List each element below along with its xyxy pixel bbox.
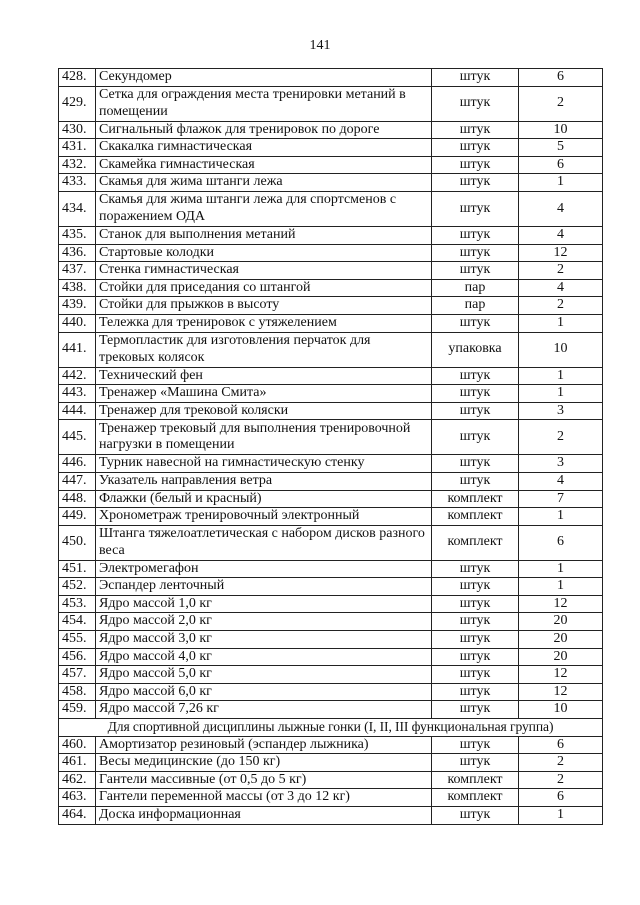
table-row	[59, 262, 603, 280]
row-number: 461.	[59, 754, 96, 772]
item-name: Ядро массой 1,0 кг	[96, 595, 432, 613]
item-name: Сигнальный флажок для тренировок по дороге	[96, 121, 432, 139]
item-quantity: 2	[519, 420, 603, 455]
item-unit: штук	[432, 754, 519, 772]
table-row	[59, 139, 603, 157]
table-row	[59, 191, 603, 226]
item-quantity: 7	[519, 490, 603, 508]
row-number: 441.	[59, 332, 96, 367]
row-number: 436.	[59, 244, 96, 262]
item-name: Штанга тяжелоатлетическая с набором дисков разного веса	[96, 525, 432, 560]
row-number: 462.	[59, 771, 96, 789]
item-quantity: 4	[519, 279, 603, 297]
section-heading-body	[59, 719, 603, 737]
item-name: Гантели массивные (от 0,5 до 5 кг)	[96, 771, 432, 789]
item-name: Стойки для приседания со штангой	[96, 279, 432, 297]
row-number: 440.	[59, 314, 96, 332]
table-row	[59, 86, 603, 121]
section-heading-row	[59, 719, 603, 737]
row-number: 432.	[59, 156, 96, 174]
item-quantity: 2	[519, 86, 603, 121]
table-row	[59, 701, 603, 719]
item-name: Ядро массой 2,0 кг	[96, 613, 432, 631]
item-quantity: 2	[519, 262, 603, 280]
item-name: Станок для выполнения метаний	[96, 226, 432, 244]
row-number: 452.	[59, 578, 96, 596]
item-name: Указатель направления ветра	[96, 472, 432, 490]
item-name: Ядро массой 7,26 кг	[96, 701, 432, 719]
item-quantity: 3	[519, 402, 603, 420]
item-unit: штук	[432, 455, 519, 473]
item-quantity: 10	[519, 121, 603, 139]
item-quantity: 12	[519, 666, 603, 684]
item-name: Турник навесной на гимнастическую стенку	[96, 455, 432, 473]
item-unit: комплект	[432, 508, 519, 526]
item-quantity: 10	[519, 332, 603, 367]
item-unit: штук	[432, 560, 519, 578]
row-number: 463.	[59, 789, 96, 807]
item-unit: штук	[432, 121, 519, 139]
row-number: 433.	[59, 174, 96, 192]
item-unit: пар	[432, 279, 519, 297]
item-unit: штук	[432, 385, 519, 403]
table-row	[59, 648, 603, 666]
item-quantity: 4	[519, 472, 603, 490]
item-quantity: 1	[519, 367, 603, 385]
item-unit: штук	[432, 666, 519, 684]
item-quantity: 5	[519, 139, 603, 157]
row-number: 438.	[59, 279, 96, 297]
item-name: Стартовые колодки	[96, 244, 432, 262]
item-unit: штук	[432, 578, 519, 596]
table-row	[59, 736, 603, 754]
item-unit: штук	[432, 314, 519, 332]
row-number: 429.	[59, 86, 96, 121]
item-name: Скакалка гимнастическая	[96, 139, 432, 157]
table-row	[59, 332, 603, 367]
item-quantity: 1	[519, 560, 603, 578]
row-number: 453.	[59, 595, 96, 613]
table-row	[59, 156, 603, 174]
item-unit: комплект	[432, 789, 519, 807]
row-number: 447.	[59, 472, 96, 490]
item-quantity: 12	[519, 595, 603, 613]
item-unit: штук	[432, 683, 519, 701]
item-quantity: 1	[519, 174, 603, 192]
table-row	[59, 174, 603, 192]
table-row	[59, 631, 603, 649]
row-number: 456.	[59, 648, 96, 666]
item-name: Флажки (белый и красный)	[96, 490, 432, 508]
table-row	[59, 578, 603, 596]
item-name: Секундомер	[96, 69, 432, 87]
item-unit: комплект	[432, 525, 519, 560]
item-unit: штук	[432, 595, 519, 613]
table-row	[59, 490, 603, 508]
item-quantity: 10	[519, 701, 603, 719]
table-row	[59, 297, 603, 315]
item-name: Тренажер «Машина Смита»	[96, 385, 432, 403]
row-number: 449.	[59, 508, 96, 526]
item-name: Тренажер для трековой коляски	[96, 402, 432, 420]
table-row	[59, 771, 603, 789]
item-unit: штук	[432, 156, 519, 174]
item-unit: штук	[432, 613, 519, 631]
table-row	[59, 314, 603, 332]
item-unit: штук	[432, 174, 519, 192]
item-quantity: 6	[519, 789, 603, 807]
item-unit: комплект	[432, 771, 519, 789]
item-quantity: 1	[519, 578, 603, 596]
row-number: 448.	[59, 490, 96, 508]
row-number: 454.	[59, 613, 96, 631]
table-row	[59, 420, 603, 455]
item-quantity: 6	[519, 736, 603, 754]
item-name: Скамья для жима штанги лежа	[96, 174, 432, 192]
item-quantity: 12	[519, 244, 603, 262]
item-quantity: 4	[519, 191, 603, 226]
table-row	[59, 367, 603, 385]
item-name: Эспандер ленточный	[96, 578, 432, 596]
item-unit: штук	[432, 191, 519, 226]
table-row	[59, 279, 603, 297]
item-quantity: 6	[519, 69, 603, 87]
item-name: Ядро массой 5,0 кг	[96, 666, 432, 684]
table-row	[59, 226, 603, 244]
item-name: Ядро массой 3,0 кг	[96, 631, 432, 649]
item-quantity: 1	[519, 807, 603, 825]
row-number: 435.	[59, 226, 96, 244]
item-name: Гантели переменной массы (от 3 до 12 кг)	[96, 789, 432, 807]
row-number: 455.	[59, 631, 96, 649]
item-unit: штук	[432, 648, 519, 666]
table-row	[59, 455, 603, 473]
item-name: Скамейка гимнастическая	[96, 156, 432, 174]
table-row	[59, 385, 603, 403]
item-quantity: 6	[519, 525, 603, 560]
row-number: 464.	[59, 807, 96, 825]
item-name: Весы медицинские (до 150 кг)	[96, 754, 432, 772]
item-quantity: 3	[519, 455, 603, 473]
item-unit: комплект	[432, 490, 519, 508]
item-name: Стенка гимнастическая	[96, 262, 432, 280]
item-unit: штук	[432, 69, 519, 87]
row-number: 451.	[59, 560, 96, 578]
item-quantity: 20	[519, 648, 603, 666]
table-row	[59, 525, 603, 560]
item-unit: штук	[432, 244, 519, 262]
table-row	[59, 754, 603, 772]
section-heading: Для спортивной дисциплины лыжные гонки (I, II, III функциональная группа)	[59, 719, 603, 737]
item-unit: штук	[432, 472, 519, 490]
table-row	[59, 121, 603, 139]
item-quantity: 20	[519, 631, 603, 649]
item-name: Хронометраж тренировочный электронный	[96, 508, 432, 526]
row-number: 459.	[59, 701, 96, 719]
item-name: Термопластик для изготовления перчаток для трековых колясок	[96, 332, 432, 367]
item-quantity: 1	[519, 508, 603, 526]
item-quantity: 6	[519, 156, 603, 174]
item-quantity: 12	[519, 683, 603, 701]
item-unit: штук	[432, 367, 519, 385]
table-row	[59, 508, 603, 526]
item-name: Тележка для тренировок с утяжелением	[96, 314, 432, 332]
item-quantity: 2	[519, 771, 603, 789]
equipment-table-body-2	[59, 736, 603, 824]
table-row	[59, 789, 603, 807]
item-name: Сетка для ограждения места тренировки метаний в помещении	[96, 86, 432, 121]
row-number: 430.	[59, 121, 96, 139]
row-number: 444.	[59, 402, 96, 420]
row-number: 431.	[59, 139, 96, 157]
row-number: 442.	[59, 367, 96, 385]
row-number: 439.	[59, 297, 96, 315]
row-number: 437.	[59, 262, 96, 280]
item-unit: штук	[432, 807, 519, 825]
table-row	[59, 613, 603, 631]
row-number: 460.	[59, 736, 96, 754]
item-quantity: 1	[519, 314, 603, 332]
table-row	[59, 402, 603, 420]
table-row	[59, 595, 603, 613]
item-unit: пар	[432, 297, 519, 315]
page-number: 141	[309, 38, 331, 53]
row-number: 428.	[59, 69, 96, 87]
item-unit: штук	[432, 262, 519, 280]
item-name: Технический фен	[96, 367, 432, 385]
table-row	[59, 666, 603, 684]
item-quantity: 2	[519, 297, 603, 315]
item-unit: штук	[432, 86, 519, 121]
item-unit: штук	[432, 226, 519, 244]
row-number: 457.	[59, 666, 96, 684]
item-name: Ядро массой 4,0 кг	[96, 648, 432, 666]
row-number: 458.	[59, 683, 96, 701]
item-quantity: 2	[519, 754, 603, 772]
row-number: 446.	[59, 455, 96, 473]
item-name: Электромегафон	[96, 560, 432, 578]
row-number: 443.	[59, 385, 96, 403]
item-name: Стойки для прыжков в высоту	[96, 297, 432, 315]
item-name: Скамья для жима штанги лежа для спортсменов с поражением ОДА	[96, 191, 432, 226]
item-quantity: 4	[519, 226, 603, 244]
table-row	[59, 807, 603, 825]
item-unit: штук	[432, 139, 519, 157]
item-unit: штук	[432, 701, 519, 719]
equipment-table-body	[59, 69, 603, 719]
item-name: Тренажер трековый для выполнения тренировочной нагрузки в помещении	[96, 420, 432, 455]
item-name: Ядро массой 6,0 кг	[96, 683, 432, 701]
table-row	[59, 560, 603, 578]
table-row	[59, 683, 603, 701]
item-name: Амортизатор резиновый (эспандер лыжника)	[96, 736, 432, 754]
item-quantity: 20	[519, 613, 603, 631]
item-unit: штук	[432, 631, 519, 649]
table-row	[59, 69, 603, 87]
item-name: Доска информационная	[96, 807, 432, 825]
equipment-table	[58, 68, 603, 825]
row-number: 445.	[59, 420, 96, 455]
item-unit: штук	[432, 402, 519, 420]
table-row	[59, 244, 603, 262]
item-unit: штук	[432, 736, 519, 754]
item-unit: упаковка	[432, 332, 519, 367]
row-number: 434.	[59, 191, 96, 226]
item-quantity: 1	[519, 385, 603, 403]
item-unit: штук	[432, 420, 519, 455]
row-number: 450.	[59, 525, 96, 560]
table-row	[59, 472, 603, 490]
